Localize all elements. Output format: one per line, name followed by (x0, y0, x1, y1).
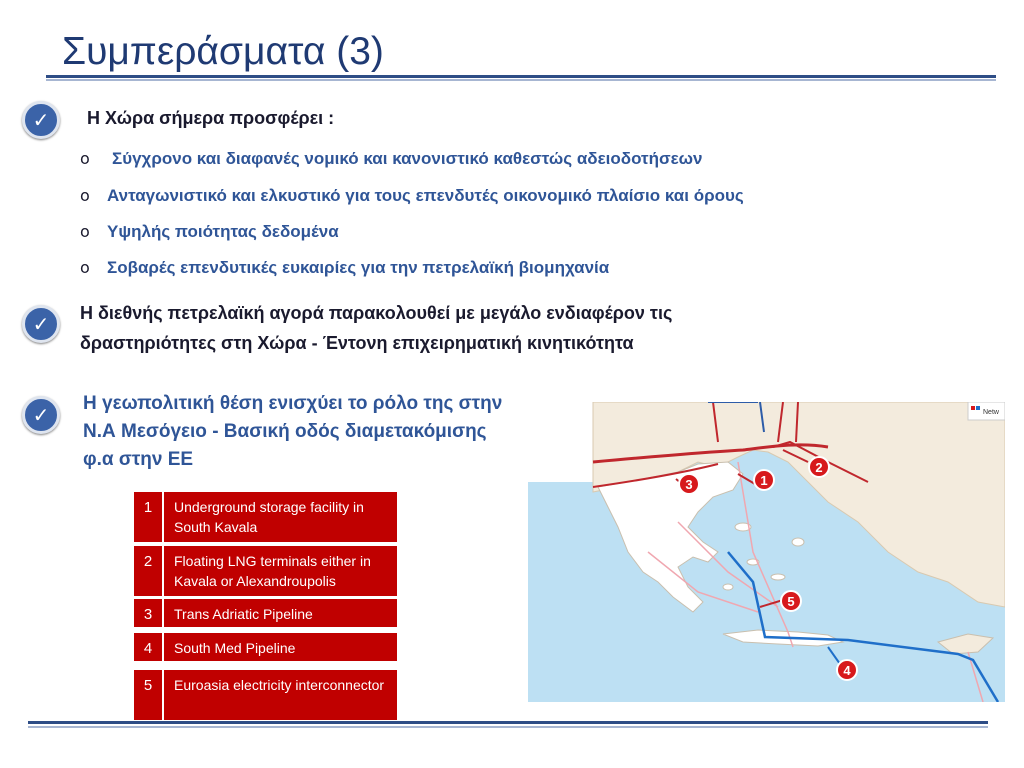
legend-label: South Med Pipeline (163, 632, 398, 662)
point3-line-2: Ν.Α Μεσόγειο - Βασική οδός διαμετακόμισης (83, 421, 487, 442)
point2-line-1: Η διεθνής πετρελαϊκή αγορά παρακολουθεί με μεγάλο ενδιαφέρον τις (80, 303, 673, 323)
island (771, 574, 785, 580)
legend-row (133, 545, 398, 597)
legend-row (133, 491, 398, 543)
point3-text (83, 390, 593, 474)
energy-map (528, 402, 1005, 702)
legend-number: 4 (133, 632, 163, 662)
legend-row (133, 598, 398, 628)
map-marker-1 (754, 470, 774, 490)
point1-item-2: Ανταγωνιστικό και ελκυστικό για τους επενδυτές οικονομικό πλαίσιο και όρους (107, 186, 744, 205)
title-divider-light (46, 79, 996, 81)
marker-label: 5 (787, 594, 795, 609)
map-marker-4 (837, 660, 857, 680)
point1-item-1: Σύγχρονο και διαφανές νομικό και κανονιστικό καθεστώς αδειοδοτήσεων (112, 149, 703, 168)
checkmark-icon: ✓ (22, 305, 60, 343)
checkmark-icon: ✓ (22, 101, 60, 139)
marker-label: 3 (685, 477, 693, 492)
point3-line-1: Η γεωπολιτική θέση ενισχύει το ρόλο της στην (83, 393, 503, 414)
point2-line-2: δραστηριότητες στη Χώρα - Έντονη επιχειρηματική κινητικότητα (80, 333, 634, 353)
network-label: Netw (983, 409, 999, 416)
title-divider (46, 75, 996, 78)
footer-divider-light (28, 726, 988, 728)
point1-item-4: Σοβαρές επενδυτικές ευκαιρίες για την πετρελαϊκή βιομηχανία (107, 258, 610, 277)
network-icon (976, 406, 980, 410)
map-marker-3 (679, 474, 699, 494)
legend-number: 3 (133, 598, 163, 628)
network-icon (971, 406, 975, 410)
legend-label: Euroasia electricity interconnector (163, 669, 398, 721)
legend-label: Trans Adriatic Pipeline (163, 598, 398, 628)
legend-row (133, 632, 398, 662)
island (723, 584, 733, 590)
bullet-icon: o (80, 258, 90, 277)
bullet-icon: o (80, 222, 90, 241)
legend-number: 5 (133, 669, 163, 721)
point1-heading: Η Χώρα σήμερα προσφέρει : (87, 108, 335, 128)
point3-line-3: φ.α στην ΕΕ (83, 449, 194, 470)
marker-label: 2 (815, 460, 823, 475)
map-marker-5 (781, 591, 801, 611)
legend-number: 2 (133, 545, 163, 597)
marker-label: 4 (843, 663, 851, 678)
checkmark-icon: ✓ (22, 396, 60, 434)
marker-label: 1 (760, 473, 768, 488)
legend-number: 1 (133, 491, 163, 543)
point1-item-3: Υψηλής ποιότητας δεδομένα (107, 222, 339, 241)
legend-label: Floating LNG terminals either in Kavala or Alexandroupolis (163, 545, 398, 597)
bullet-icon: o (80, 186, 90, 205)
legend-label: Underground storage facility in South Kavala (163, 491, 398, 543)
map-notch (528, 402, 593, 482)
island (792, 538, 804, 546)
footer-divider (28, 721, 988, 724)
bullet-icon: o (80, 149, 90, 168)
map-marker-2 (809, 457, 829, 477)
page-title: Συμπεράσματα (3) (62, 30, 384, 73)
legend-row (133, 669, 398, 721)
